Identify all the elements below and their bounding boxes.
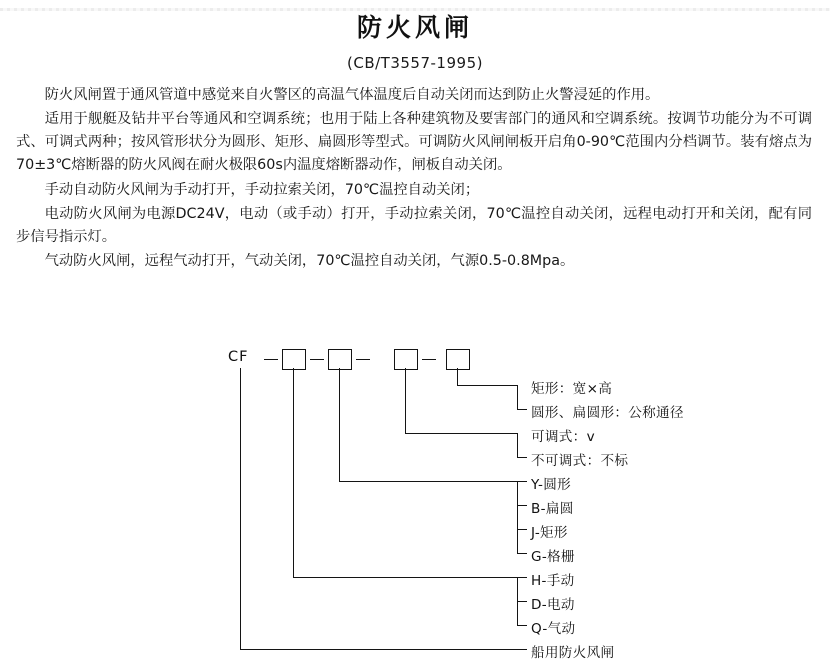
leader-h-tick-q xyxy=(517,625,527,626)
leader-h-tick-j xyxy=(517,529,527,530)
leader-h-tick-h xyxy=(517,577,527,578)
diagram-dash-1 xyxy=(264,359,278,360)
paragraph-5: 气动防火风闸，远程气动打开，气动关闭，70℃温控自动关闭，气源0.5-0.8Mpa。 xyxy=(44,253,575,270)
paragraph-4: 电动防火风闸为电源DC24V，电动（或手动）打开，手动拉索关闭，70℃温控自动关闭，远程电动打开和关闭，配有同步信号指示灯。 xyxy=(16,205,812,245)
scan-edge-artifact xyxy=(0,8,830,11)
legend-item-6: B-扁圆 xyxy=(531,501,574,518)
leader-h-legend-4 xyxy=(517,457,527,458)
legend-item-4: 不可调式：不标 xyxy=(531,453,629,470)
legend-item-1: 矩形：宽×高 xyxy=(531,381,613,398)
legend-item-2: 圆形、扁圆形：公称通径 xyxy=(531,405,684,422)
model-designation-diagram xyxy=(0,281,830,661)
legend-item-3: 可调式：v xyxy=(531,429,595,446)
diagram-box-4 xyxy=(446,349,470,370)
page-title: 防火风闸 xyxy=(356,13,473,42)
leader-h-tick-y xyxy=(517,481,527,482)
legend-item-5: Y-圆形 xyxy=(531,477,571,494)
diagram-box-3 xyxy=(394,349,418,370)
legend-item-9: H-手动 xyxy=(531,573,575,590)
diagram-dash-4 xyxy=(422,359,436,360)
paragraph-2: 适用于舰艇及钻井平台等通风和空调系统；也用于陆上各种建筑物及要害部门的通风和空调系统。按调节功能分为不可调式、可调式两种；按风管形状分为圆形、矩形、扁圆形等型式。可调防火风闸闸板开启角0-90℃范围内分档调节。装有熔点为70±3℃熔断器的防火风阀在耐火极限60s内温度熔断器动作，闸板自动关闭。 xyxy=(16,111,812,174)
leader-h-legend-3 xyxy=(405,433,517,434)
legend-item-8: G-格栅 xyxy=(531,549,575,566)
leader-v-legend-5 xyxy=(517,481,518,553)
leader-h-legend-1 xyxy=(457,385,517,386)
leader-v-box1 xyxy=(293,368,294,577)
paragraph-3: 手动自动防火风闸为手动打开，手动拉索关闭，70℃温控自动关闭； xyxy=(44,181,480,198)
leader-h-legend-12 xyxy=(240,649,527,650)
leader-h-legend-9 xyxy=(293,577,517,578)
leader-v-box2 xyxy=(339,368,340,481)
leader-v-legend-1 xyxy=(517,385,518,409)
leader-v-box4 xyxy=(457,368,458,385)
standard-code: (CB/T3557-1995) xyxy=(347,54,483,72)
diagram-dash-3 xyxy=(356,359,370,360)
diagram-dash-2 xyxy=(310,359,324,360)
leader-h-legend-5 xyxy=(339,481,517,482)
leader-h-tick-b xyxy=(517,505,527,506)
document-page xyxy=(0,8,830,661)
leader-h-tick-d xyxy=(517,601,527,602)
leader-v-legend-3 xyxy=(517,433,518,457)
legend-item-11: Q-气动 xyxy=(531,621,576,638)
diagram-prefix: CF xyxy=(228,349,249,366)
body-text xyxy=(0,84,830,273)
legend-item-12: 船用防火风闸 xyxy=(531,645,615,661)
leader-h-tick-g xyxy=(517,553,527,554)
legend-item-10: D-电动 xyxy=(531,597,575,614)
diagram-box-2 xyxy=(328,349,352,370)
diagram-box-1 xyxy=(282,349,306,370)
leader-v-box3 xyxy=(405,368,406,433)
leader-v-prefix xyxy=(240,368,241,649)
leader-h-legend-2 xyxy=(517,409,527,410)
paragraph-1: 防火风闸置于通风管道中感觉来自火警区的高温气体温度后自动关闭而达到防止火警浸延的作用。 xyxy=(44,87,660,103)
legend-item-7: J-矩形 xyxy=(531,525,568,542)
